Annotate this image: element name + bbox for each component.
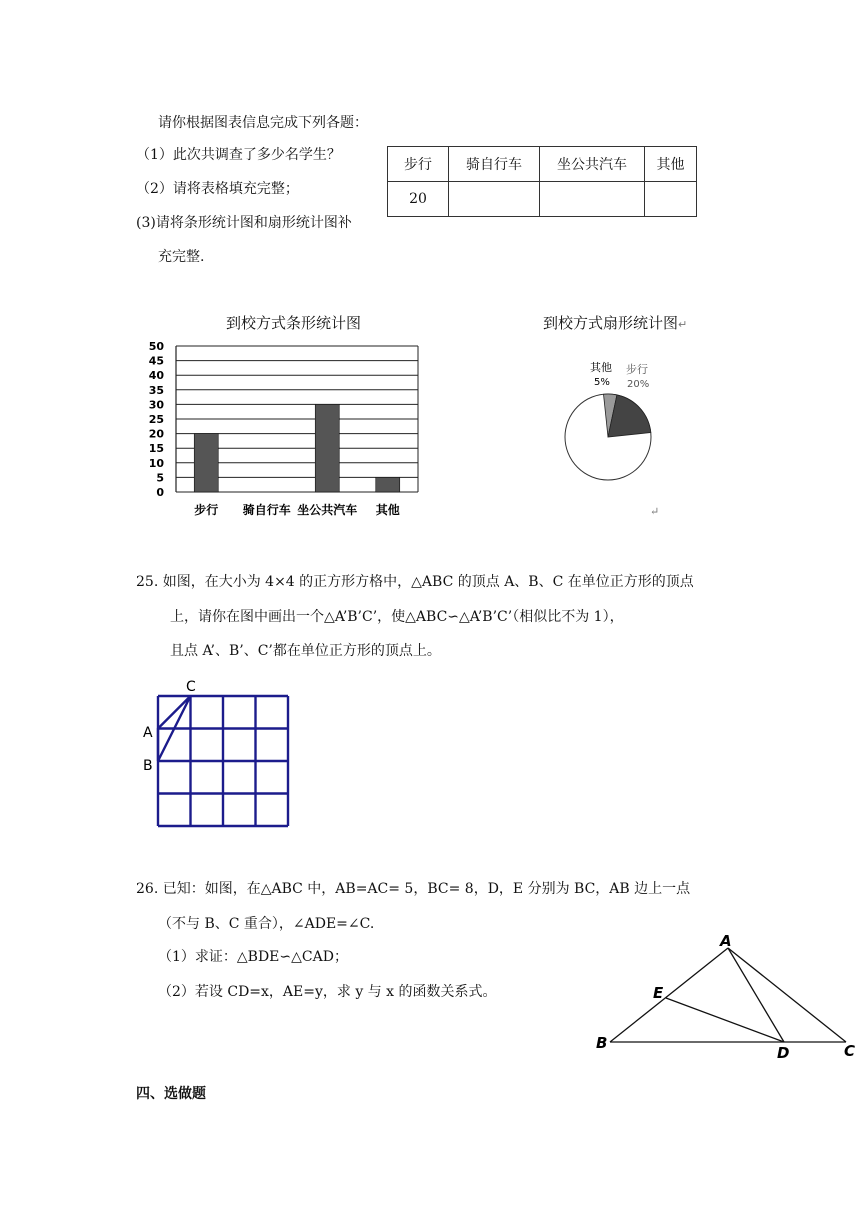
grid-figure	[138, 676, 304, 836]
return-mark: ↵	[650, 505, 660, 518]
table-value-cell	[540, 182, 645, 217]
square-grid	[158, 696, 288, 826]
q26-line-1: 26. 已知：如图，在△ABC 中，AB=AC= 5，BC= 8，D，E 分别为 BC，AB 边上一点	[136, 881, 691, 897]
vertex-label-b: B	[596, 1034, 608, 1052]
x-tick-label: 其他	[375, 503, 400, 517]
table-header-cell: 坐公共汽车	[540, 147, 645, 182]
y-tick-label: 50	[148, 340, 164, 353]
q24-item-3-cont: 充完整.	[158, 249, 205, 265]
x-tick-label: 步行	[194, 503, 219, 517]
table-header-cell: 其他	[645, 147, 697, 182]
y-tick-label: 45	[148, 354, 164, 368]
table-row	[388, 147, 697, 182]
y-tick-label: 0	[156, 486, 164, 499]
pie-chart-slices	[565, 394, 651, 480]
section-4-heading: 四、选做题	[136, 1086, 206, 1102]
vertex-label-e: E	[653, 984, 664, 1002]
q24-answer-table	[387, 146, 697, 217]
table-header-cell: 骑自行车	[449, 147, 540, 182]
y-tick-label: 25	[148, 413, 164, 426]
table-value-cell	[449, 182, 540, 217]
bar	[194, 434, 218, 492]
x-tick-label: 骑自行车	[242, 503, 291, 517]
q24-item-2: （2）请将表格填充完整；	[136, 181, 299, 197]
return-mark: ↵	[678, 318, 688, 331]
vertex-label-d: D	[777, 1044, 790, 1060]
y-tick-label: 35	[148, 383, 164, 397]
table-value-cell	[645, 182, 697, 217]
table-header-cell: 步行	[388, 147, 449, 182]
vertex-label-a: A	[720, 932, 732, 950]
q26-line-2: （不与 B、C 重合），∠ADE=∠C.	[158, 916, 375, 932]
bar-chart	[140, 336, 430, 521]
bar-chart-yticks	[149, 340, 165, 499]
q25-line-2: 上，请你在图中画出一个△A’B’C’，使△ABC∽△A’B’C’（相似比不为 1），	[170, 609, 624, 625]
pie-chart-title: 到校方式扇形统计图↵	[543, 314, 688, 332]
table-value-cell: 20	[388, 182, 449, 217]
q26-line-4: （2）若设 CD=x，AE=y，求 y 与 x 的函数关系式。	[158, 984, 497, 1000]
pie-label-walk: 步行	[626, 363, 648, 376]
y-tick-label: 40	[148, 369, 164, 383]
y-tick-label: 30	[148, 398, 164, 412]
y-tick-label: 15	[148, 442, 164, 456]
q24-intro: 请你根据图表信息完成下列各题：	[158, 115, 368, 131]
bar	[376, 477, 400, 492]
y-tick-label: 5	[156, 471, 164, 485]
vertex-label-c: C	[844, 1042, 856, 1060]
vertex-label-b: B	[143, 758, 153, 774]
bar	[315, 404, 339, 492]
q25-line-1: 25. 如图，在大小为 4×4 的正方形方格中，△ABC 的顶点 A、B、C 在单位正方形的顶点	[136, 574, 694, 590]
table-row	[388, 182, 697, 217]
pie-percent-other: 5%	[594, 377, 610, 388]
pie-percent-walk: 20%	[627, 379, 650, 390]
triangle-figure	[590, 930, 860, 1060]
q24-item-1: （1）此次共调查了多少名学生？	[136, 147, 341, 163]
segment-ed	[666, 998, 784, 1042]
q25-line-3: 且点 A’、B’、C’都在单位正方形的顶点上。	[170, 643, 441, 659]
pie-chart	[556, 355, 666, 485]
q26-line-3: （1）求证：△BDE∽△CAD；	[158, 949, 348, 965]
q24-item-3: (3)请将条形统计图和扇形统计图补	[136, 215, 352, 231]
pie-label-other: 其他	[590, 361, 612, 374]
y-tick-label: 20	[148, 427, 164, 441]
side-ab	[610, 948, 728, 1042]
x-tick-label: 坐公共汽车	[297, 503, 358, 517]
bar-chart-title: 到校方式条形统计图	[226, 314, 362, 332]
vertex-label-c: C	[186, 679, 196, 695]
vertex-label-a: A	[143, 725, 153, 741]
bar-chart-xlabels	[194, 502, 400, 517]
segment-ad	[728, 948, 784, 1042]
y-tick-label: 10	[148, 456, 164, 470]
